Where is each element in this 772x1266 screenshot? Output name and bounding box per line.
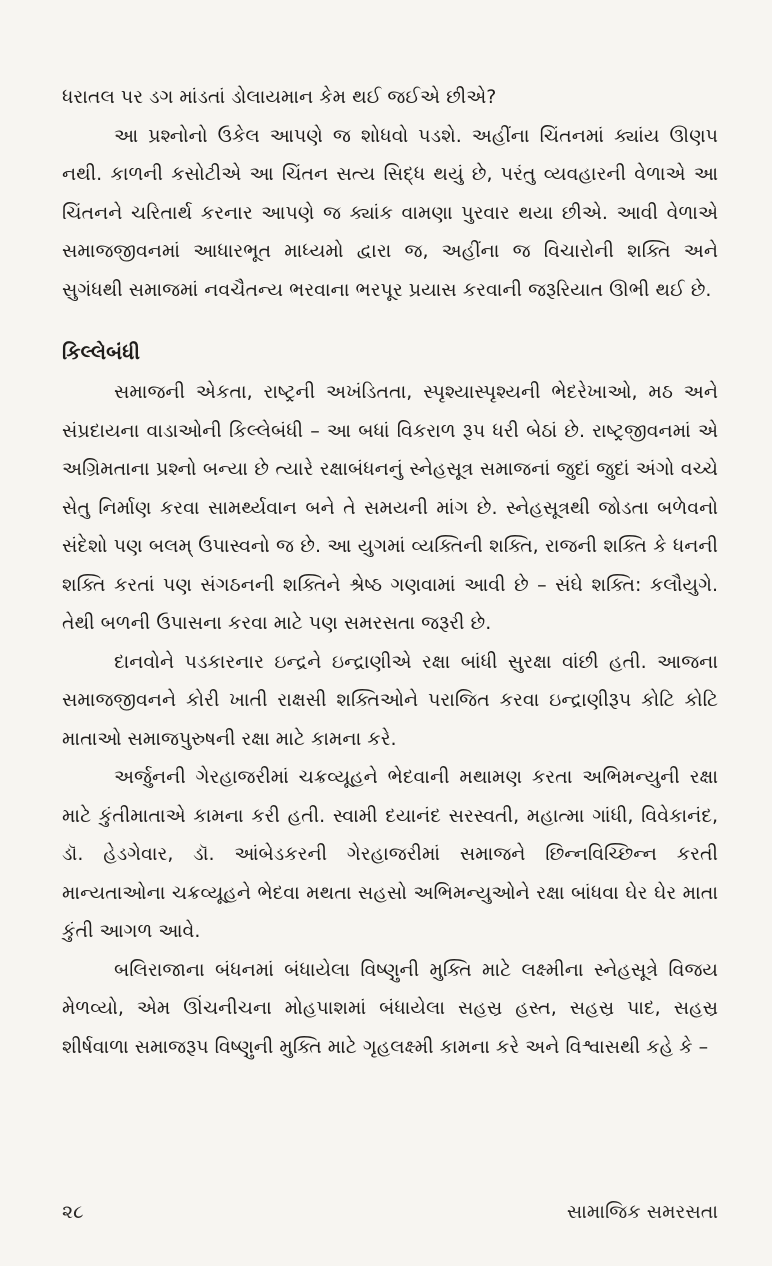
paragraph-1: આ પ્રશ્નોનો ઉકેલ આપણે જ શોધવો પડશે. અહીંના ચિંતનમાં ક્યાંય ઊણપ નથી. કાળની કસોટીએ આ ચિંતન સત્ય સિદ્ધ થયું છે, પરંતુ વ્યવહારની વેળાએ આ ચિંતનને ચરિતાર્થ કરનાર આપણે જ ક્યાંક વામણા પુરવાર થયા છીએ. આવી વેળાએ સમાજજીવનમાં આધારભૂત માધ્યમો દ્વારા જ, અહીંના જ વિચારોની શક્તિ અને સુગંધથી સમાજમાં નવચૈતન્ય ભરવાના ભરપૂર પ્રયાસ કરવાની જરૂરિયાત ઊભી થઈ છે. (62, 124, 718, 301)
page-body (62, 78, 718, 1066)
paragraph-3: દાનવોને પડકારનાર ઇન્દ્રને ઇન્દ્રાણીએ રક્ષા બાંધી સુરક્ષા વાંછી હતી. આજના સમાજજીવનને કોરી ખાતી રાક્ષસી શક્તિઓને પરાજિત કરવા ઇન્દ્રાણીરૂપ કોટિ કોટિ માતાઓ સમાજપુરુષની રક્ષા માટે કામના કરે. (62, 650, 718, 750)
intro-line: ધરાતલ પર ડગ માંડતાં ડોલાયમાન કેમ થઈ જઈએ છીએ? (62, 86, 497, 108)
book-title: સામાજિક સમરસતા (566, 1201, 718, 1223)
section-heading: કિલ્લેબંધી (62, 340, 140, 364)
page-number: ૨૮ (62, 1201, 84, 1223)
page-footer (62, 1194, 718, 1230)
paragraph-5: બલિરાજાના બંધનમાં બંધાયેલા વિષ્ણુની મુક્તિ માટે લક્ષ્મીના સ્નેહસૂત્રે વિજય મેળવ્યો, એમ ઊંચનીચના મોહપાશમાં બંધાયેલા સહસ્ર હસ્ત, સહસ્ર પાદ, સહસ્ર શીર્ષવાળા સમાજરૂપ વિષ્ણુની મુક્તિ માટે ગૃહલક્ષ્મી કામના કરે અને વિશ્વાસથી કહે કે – (62, 958, 718, 1058)
paragraph-4: અર્જુનની ગેરહાજરીમાં ચક્રવ્યૂહને ભેદવાની મથામણ કરતા અભિમન્યુની રક્ષા માટે કુંતીમાતાએ કામના કરી હતી. સ્વામી દયાનંદ સરસ્વતી, મહાત્મા ગાંધી, વિવેકાનંદ, ડૉ. હેડગેવાર, ડૉ. આંબેડકરની ગેરહાજરીમાં સમાજને છિન્નવિચ્છિન્ન કરતી માન્યતાઓના ચક્રવ્યૂહને ભેદવા મથતા સહસો અભિમન્યુઓને રક્ષા બાંધવા ઘેર ઘેર માતા કુંતી આગળ આવે. (62, 766, 718, 942)
paragraph-2: સમાજની એકતા, રાષ્ટ્રની અખંડિતતા, સ્પૃશ્યાસ્પૃશ્યની ભેદરેખાઓ, મઠ અને સંપ્રદાયના વાડાઓની કિલ્લેબંધી – આ બધાં વિકરાળ રૂપ ધરી બેઠાં છે. રાષ્ટ્રજીવનમાં એ અગ્રિમતાના પ્રશ્નો બન્યા છે ત્યારે રક્ષાબંધનનું સ્નેહસૂત્ર સમાજનાં જુદાં જુદાં અંગો વચ્ચે સેતુ નિર્માણ કરવા સામર્થ્યવાન બને તે સમયની માંગ છે. સ્નેહસૂત્રથી જોડતા બળેવનો સંદેશો પણ બલમ્ ઉપાસ્વનો જ છે. આ યુગમાં વ્યક્તિની શક્તિ, રાજની શક્તિ કે ધનની શક્તિ કરતાં પણ સંગઠનની શક્તિને શ્રેષ્ઠ ગણવામાં આવી છે – સંઘે શક્તિ: કલૌયુગે. તેથી બળની ઉપાસના કરવા માટે પણ સમરસતા જરૂરી છે. (62, 381, 718, 634)
